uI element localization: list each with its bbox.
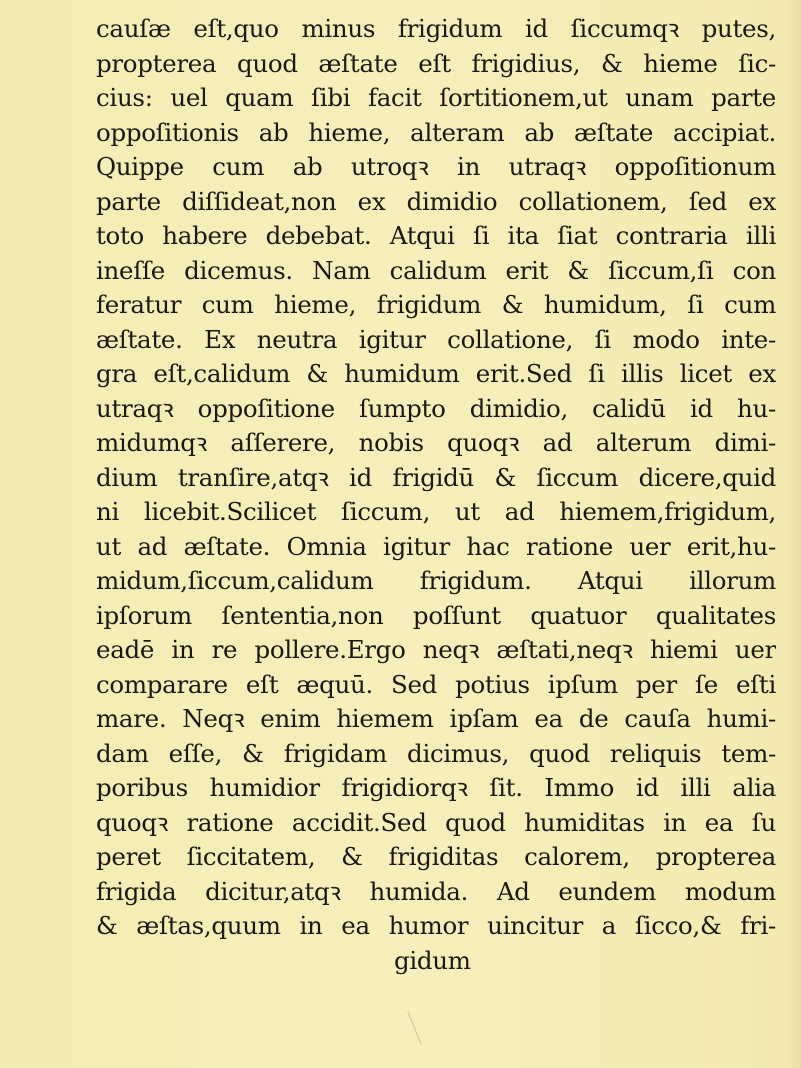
text-line: gra eſt,calidum & humidum erit.Sed ſi illis licet ex [96,359,776,388]
text-line: dium tranſire,atqꝛ id frigidū & ſiccum dicere,quid [96,462,776,492]
text-line: parte diſſideat,non ex dimidio collationem, ſed ex [96,186,776,216]
text-line: feratur cum hieme, frigidum & humidum, ſi cum [96,290,776,319]
text-line: utraqꝛ oppoſitione ſumpto dimidio, calidū id hu- [96,393,776,423]
text-line: & æſtas,quum in ea humor uincitur a ſicco,& fri- [96,911,776,940]
text-line: propterea quod æſtate eſt frigidius, & hieme ſic- [96,48,776,78]
text-line: ni licebit.Scilicet ſiccum, ut ad hiemem,frigidum, [96,497,776,526]
text-line: poribus humidior frigidiorqꝛ ſit. Immo id illi alia [96,773,776,802]
text-line: mare. Neqꝛ enim hiemem ipſam ea de cauſa humi- [96,704,776,733]
text-line: oppoſitionis ab hieme, alteram ab æſtate accipiat. [96,117,776,147]
text-line: cius: uel quam ſibi facit ſortitionem,ut unam parte [96,83,776,112]
text-line: peret ſiccitatem, & frigiditas calorem, propterea [96,842,776,871]
text-line: ipſorum ſententia,non poſſunt quatuor qualitates [96,600,776,630]
catchword: gidum [394,945,471,975]
text-line: midum,ſiccum,calidum frigidum. Atqui illorum [96,566,776,595]
paper-mark [407,1011,421,1045]
page-edge-shadow [787,0,801,1068]
text-line: midumqꝛ aſſerere, nobis quoqꝛ ad alterum dimi- [96,428,776,457]
text-line: toto habere debebat. Atqui ſi ita ſiat contraria illi [96,221,776,250]
latin-text-block [96,12,776,978]
text-line: comparare eſt æquū. Sed potius ipſum per ſe eſti [96,669,776,699]
text-line: æſtate. Ex neutra igitur collatione, ſi modo inte- [96,324,776,354]
text-line: eadē in re pollere.Ergo neqꝛ æſtati,neqꝛ hiemi uer [96,635,776,664]
text-line: Quippe cum ab utroqꝛ in utraqꝛ oppoſitionum [96,152,776,181]
text-line: frigida dicitur,atqꝛ humida. Ad eundem modum [96,876,776,906]
text-line: dam eſſe, & frigidam dicimus, quod reliquis tem- [96,738,776,768]
text-line: ineſſe dicemus. Nam calidum erit & ſiccum,ſi con [96,255,776,285]
text-line: ut ad æſtate. Omnia igitur hac ratione uer erit,hu- [96,531,776,561]
text-line: cauſæ eſt,quo minus frigidum id ſiccumqꝛ putes, [96,14,776,43]
text-line: quoqꝛ ratione accidit.Sed quod humiditas in ea ſu [96,807,776,837]
